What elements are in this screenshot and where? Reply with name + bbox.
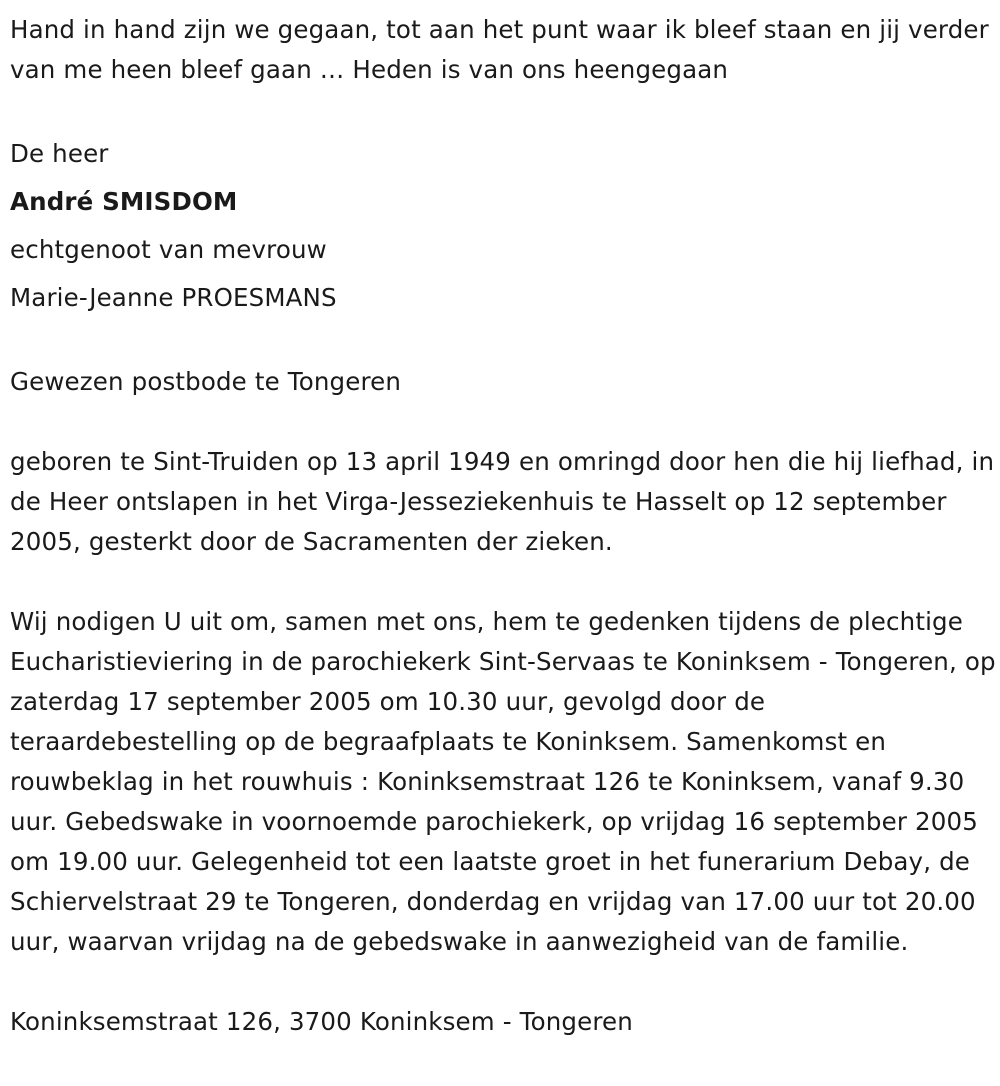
spacer xyxy=(10,402,1000,442)
spouse-name: Marie-Jeanne PROESMANS xyxy=(10,283,337,312)
occupation: Gewezen postbode te Tongeren xyxy=(10,367,402,396)
home-address: Koninksemstraat 126, 3700 Koninksem - Tongeren xyxy=(10,1007,633,1036)
spouse-intro: echtgenoot van mevrouw xyxy=(10,235,327,264)
spacer xyxy=(10,322,1000,362)
opening-quote: Hand in hand zijn we gegaan, tot aan het punt waar ik bleef staan en jij verder van me heen bleef gaan … Heden is van ons heengegaan xyxy=(10,15,989,84)
birth-death-paragraph: geboren te Sint-Truiden op 13 april 1949 en omringd door hen die hij liefhad, in de Heer ontslapen in het Virga-Jesseziekenhuis te Hasselt op 12 september 2005, gesterkt door de Sacramenten der zieken. xyxy=(10,447,995,556)
deceased-name: André SMISDOM xyxy=(10,187,238,216)
spacer xyxy=(10,562,1000,602)
spacer xyxy=(10,962,1000,1002)
honorific: De heer xyxy=(10,139,109,168)
ceremony-paragraph: Wij nodigen U uit om, samen met ons, hem te gedenken tijdens de plechtige Eucharistieviering in de parochiekerk Sint-Servaas te Koninksem - Tongeren, op zaterdag 17 september 2005 om 10.30 uur, gevolgd door de teraardebestelling op de begraafplaats te Koninksem. Samenkomst en rouwbeklag in het rouwhuis : Koninksemstraat 126 te Koninksem, vanaf 9.30 uur. Gebedswake in voornoemde parochiekerk, op vrijdag 16 september 2005 om 19.00 uur. Gelegenheid tot een laatste groet in het funerarium Debay, de Schiervelstraat 29 te Tongeren, donderdag en vrijdag van 17.00 uur tot 20.00 uur, waarvan vrijdag na de gebedswake in aanwezigheid van de familie. xyxy=(10,607,996,956)
spacer xyxy=(10,90,1000,130)
obituary-notice xyxy=(10,10,1000,1042)
